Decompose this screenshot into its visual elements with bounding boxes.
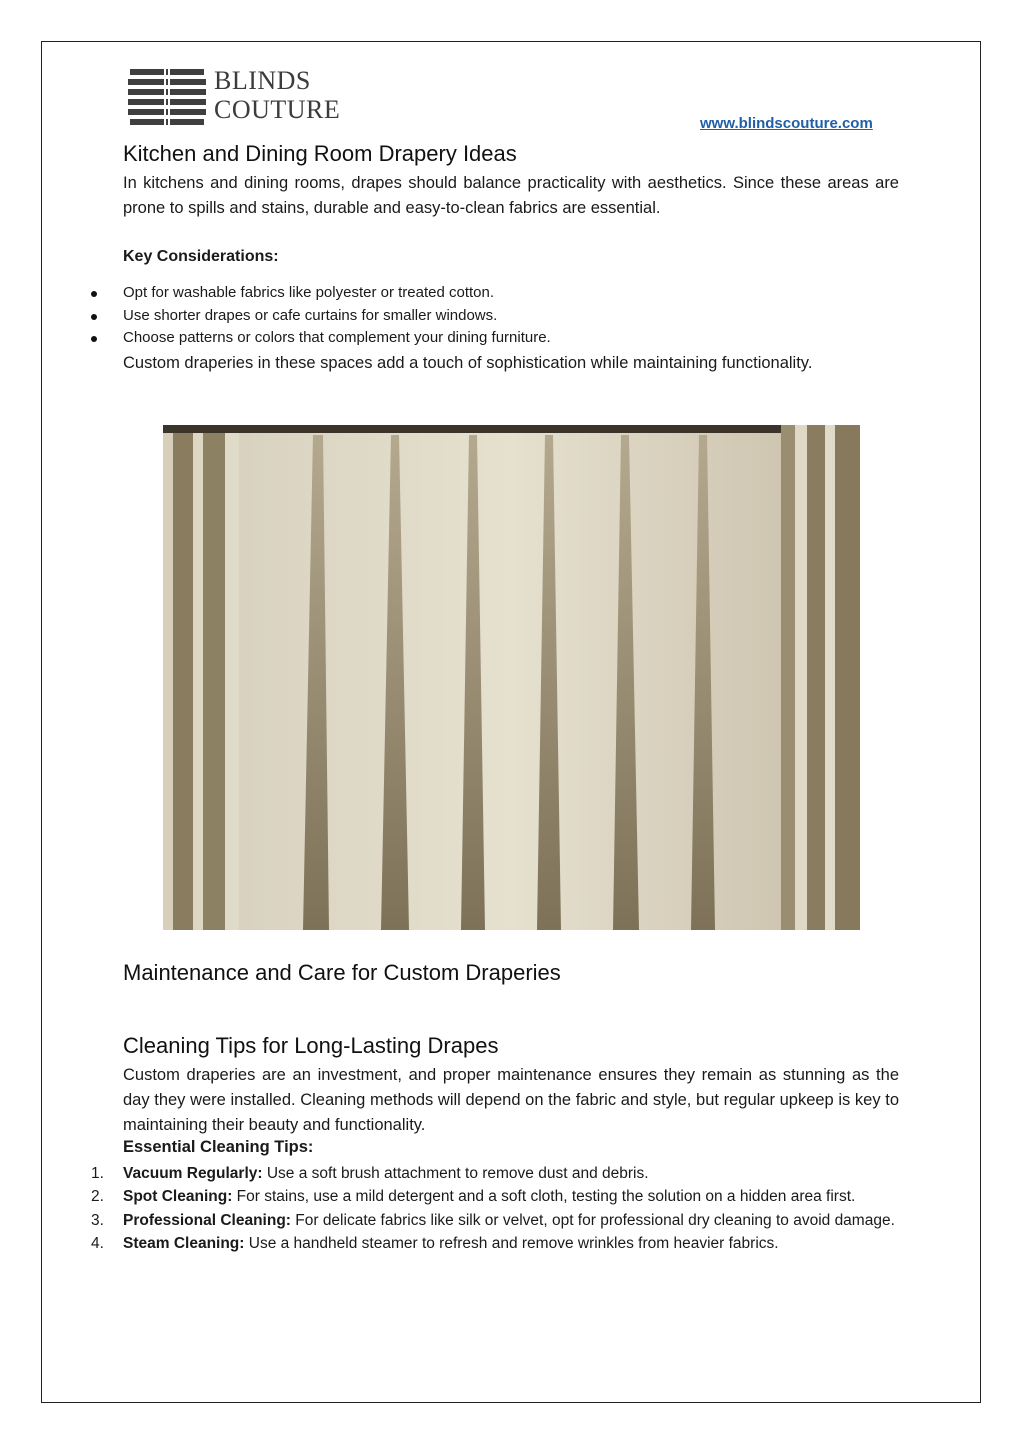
list-item — [85, 1232, 900, 1255]
list-item-text: Use shorter drapes or cafe curtains for smaller windows. — [123, 306, 498, 324]
list-number: 4. — [91, 1234, 104, 1252]
list-item — [85, 1185, 900, 1208]
bullet-icon — [91, 314, 97, 320]
tip-label: Spot Cleaning: — [123, 1188, 233, 1206]
closing-paragraph: Custom draperies in these spaces add a touch of sophistication while maintaining functionality. — [123, 354, 813, 372]
list-item — [85, 327, 905, 350]
tip-label: Vacuum Regularly: — [123, 1165, 263, 1182]
list-item-text: Choose patterns or colors that complement your dining furniture. — [123, 329, 551, 346]
list-number: 3. — [91, 1211, 104, 1229]
logo-line-1: BLINDS — [214, 66, 311, 95]
brand-logo — [128, 66, 358, 128]
bullet-icon — [91, 336, 97, 342]
list-number: 2. — [91, 1188, 104, 1206]
cleaning-tips-list — [85, 1162, 900, 1255]
essential-tips-heading: Essential Cleaning Tips: — [123, 1138, 314, 1156]
bullet-icon — [91, 291, 97, 297]
pleated-drapes-photo — [163, 425, 860, 930]
cleaning-intro-paragraph: Custom draperies are an investment, and proper maintenance ensures they remain as stunning as the day they were installed. Cleaning methods will depend on the fabric and style, but regular upkeep is key to maintaining their beauty and functionality. — [123, 1066, 899, 1134]
list-item-text: Opt for washable fabrics like polyester or treated cotton. — [123, 284, 495, 301]
website-link[interactable]: www.blindscouture.com — [700, 115, 873, 132]
list-item — [85, 305, 905, 328]
list-item — [85, 1209, 900, 1232]
tip-text: Use a handheld steamer to refresh and remove wrinkles from heavier fabrics. — [244, 1234, 779, 1252]
logo-wordmark — [214, 66, 340, 124]
logo-line-2: COUTURE — [214, 95, 341, 124]
tip-text: Use a soft brush attachment to remove dust and debris. — [262, 1165, 649, 1182]
tip-text: For delicate fabrics like silk or velvet, opt for professional dry cleaning to avoid damage. — [290, 1211, 895, 1229]
key-considerations-heading: Key Considerations: — [123, 248, 279, 265]
blinds-logo-icon — [128, 66, 206, 126]
considerations-list — [85, 282, 905, 350]
cleaning-tips-heading: Cleaning Tips for Long-Lasting Drapes — [123, 1033, 499, 1058]
tip-label: Steam Cleaning: — [123, 1234, 245, 1252]
kitchen-intro-paragraph: In kitchens and dining rooms, drapes should balance practicality with aesthetics. Since these areas are prone to spills and stains, durable and easy-to-clean fabrics are essential. — [123, 174, 899, 217]
list-item — [85, 1162, 900, 1185]
list-number: 1. — [91, 1165, 104, 1182]
tip-label: Professional Cleaning: — [123, 1211, 291, 1229]
list-item — [85, 282, 905, 305]
tip-text: For stains, use a mild detergent and a soft cloth, testing the solution on a hidden area first. — [232, 1188, 856, 1206]
kitchen-dining-heading: Kitchen and Dining Room Drapery Ideas — [123, 141, 517, 166]
maintenance-heading: Maintenance and Care for Custom Draperies — [123, 960, 561, 985]
